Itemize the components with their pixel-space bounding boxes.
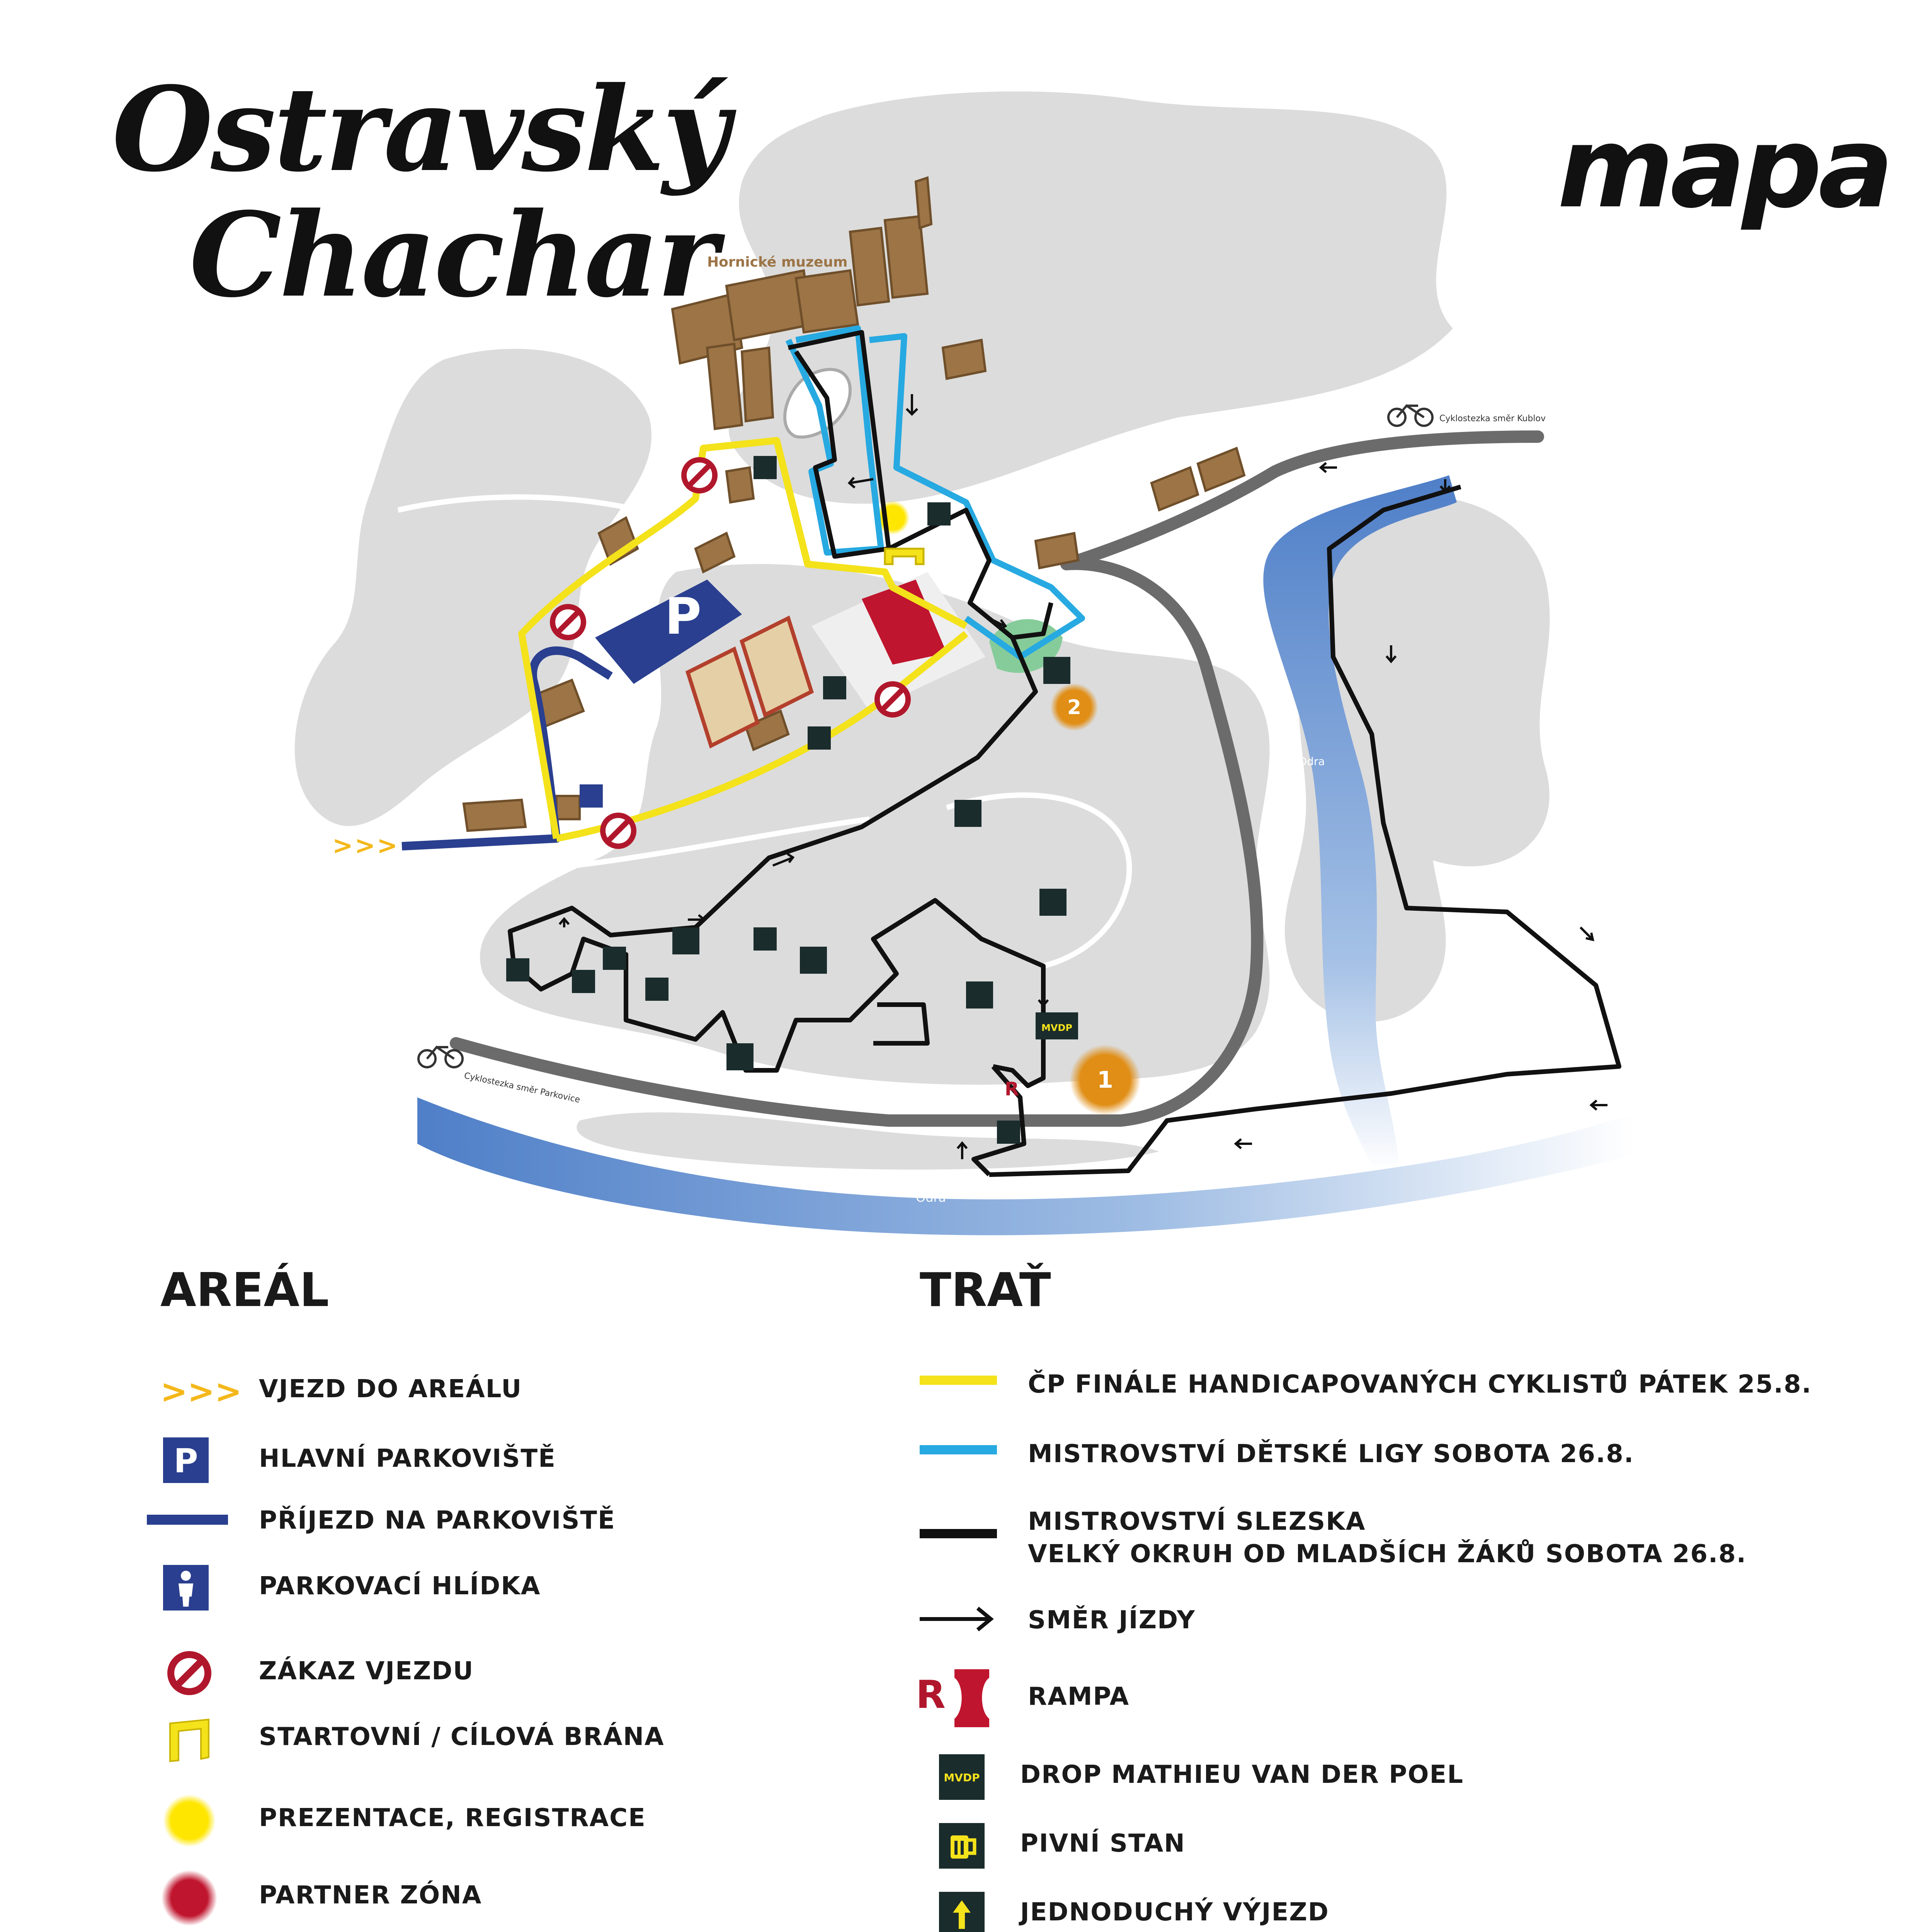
legend-label: PARKOVACÍ HLÍDKA — [259, 1572, 541, 1600]
mvdp-map-label: MVDP — [1041, 1022, 1072, 1033]
yellow-dot-icon — [158, 1797, 228, 1843]
legend-label: DROP MATHIEU VAN DER POEL — [1020, 1760, 1464, 1789]
legend-yellow-track — [920, 1364, 1812, 1410]
bike-label-kublov: Cyklostezka směr Kublov — [1439, 414, 1546, 423]
legend-label: MISTROVSTVÍ DĚTSKÉ LIGY SOBOTA 26.8. — [1028, 1440, 1635, 1468]
odra-south-label: Odra — [916, 1190, 946, 1205]
legend-label: STARTOVNÍ / CÍLOVÁ BRÁNA — [259, 1723, 665, 1751]
legend-label: VJEZD DO AREÁLU — [259, 1375, 522, 1403]
svg-text:MVDP: MVDP — [944, 1771, 980, 1784]
legend-black-track — [920, 1501, 1747, 1568]
cyan-line-icon — [920, 1434, 1005, 1480]
black-line-icon — [920, 1501, 1005, 1563]
person-icon — [158, 1565, 228, 1611]
trat-heading: TRAŤ — [920, 1264, 1051, 1317]
svg-text:>>>: >>> — [160, 1372, 242, 1410]
arrow-right-icon — [920, 1600, 1005, 1646]
parking-map-letter: P — [665, 587, 702, 646]
brand-word: mapa — [1557, 103, 1890, 233]
legend-label: SMĚR JÍZDY — [1028, 1606, 1196, 1634]
legend-label: JEDNODUCHÝ VÝJEZD — [1020, 1898, 1329, 1927]
parking-icon — [158, 1437, 228, 1484]
legend-label: MISTROVSTVÍ SLEZSKA — [1028, 1507, 1366, 1536]
areal-heading: AREÁL — [160, 1264, 329, 1317]
beer-icon — [939, 1823, 985, 1869]
title-line-1: Ostravský — [112, 61, 728, 197]
legend-label: PIVNÍ STAN — [1020, 1829, 1186, 1858]
red-dot-icon — [158, 1874, 228, 1920]
fan-zone-2-number: 2 — [1067, 696, 1082, 719]
fan-zone-1-number: 1 — [1097, 1066, 1113, 1094]
title-line-2: Chachar — [189, 187, 716, 323]
legend-label: HLAVNÍ PARKOVIŠTĚ — [259, 1444, 556, 1473]
legend-label-line2: VELKÝ OKRUH OD MLADŠÍCH ŽÁKŮ SOBOTA 26.8. — [1028, 1540, 1747, 1568]
museum-label: Hornické muzeum — [707, 254, 848, 270]
legend-direction — [920, 1600, 1196, 1646]
yellow-line-icon — [920, 1364, 1005, 1410]
legend-blue-track — [920, 1434, 1635, 1480]
legend-label: PREZENTACE, REGISTRACE — [259, 1804, 646, 1832]
legend-label: PARTNER ZÓNA — [259, 1881, 482, 1910]
legend-ramp — [908, 1665, 1130, 1717]
bike-label-parkovice: Cyklostezka směr Parkovice — [463, 1071, 581, 1105]
entry-chevrons: >>> — [332, 832, 399, 860]
mvdp-icon — [939, 1754, 985, 1800]
ramp-icon — [908, 1665, 1005, 1731]
ramp-map-letter: R — [1005, 1078, 1019, 1100]
svg-text:R: R — [916, 1672, 946, 1717]
no-entry-icon — [158, 1650, 228, 1696]
start-gate-map — [885, 549, 924, 564]
legend-label: ČP FINÁLE HANDICAPOVANÝCH CYKLISTŮ PÁTEK 25.8. — [1028, 1370, 1812, 1399]
legend-label: ZÁKAZ VJEZDU — [259, 1657, 474, 1685]
odra-east-label: Odra — [1298, 755, 1325, 768]
svg-text:P: P — [173, 1442, 198, 1480]
yellow-chevrons-icon — [158, 1368, 242, 1414]
blue-line-icon — [147, 1499, 216, 1546]
up-1-icon — [939, 1892, 985, 1932]
legend-label: PŘÍJEZD NA PARKOVIŠTĚ — [259, 1506, 616, 1535]
gate-icon — [158, 1716, 228, 1762]
legend-label: RAMPA — [1028, 1682, 1130, 1711]
